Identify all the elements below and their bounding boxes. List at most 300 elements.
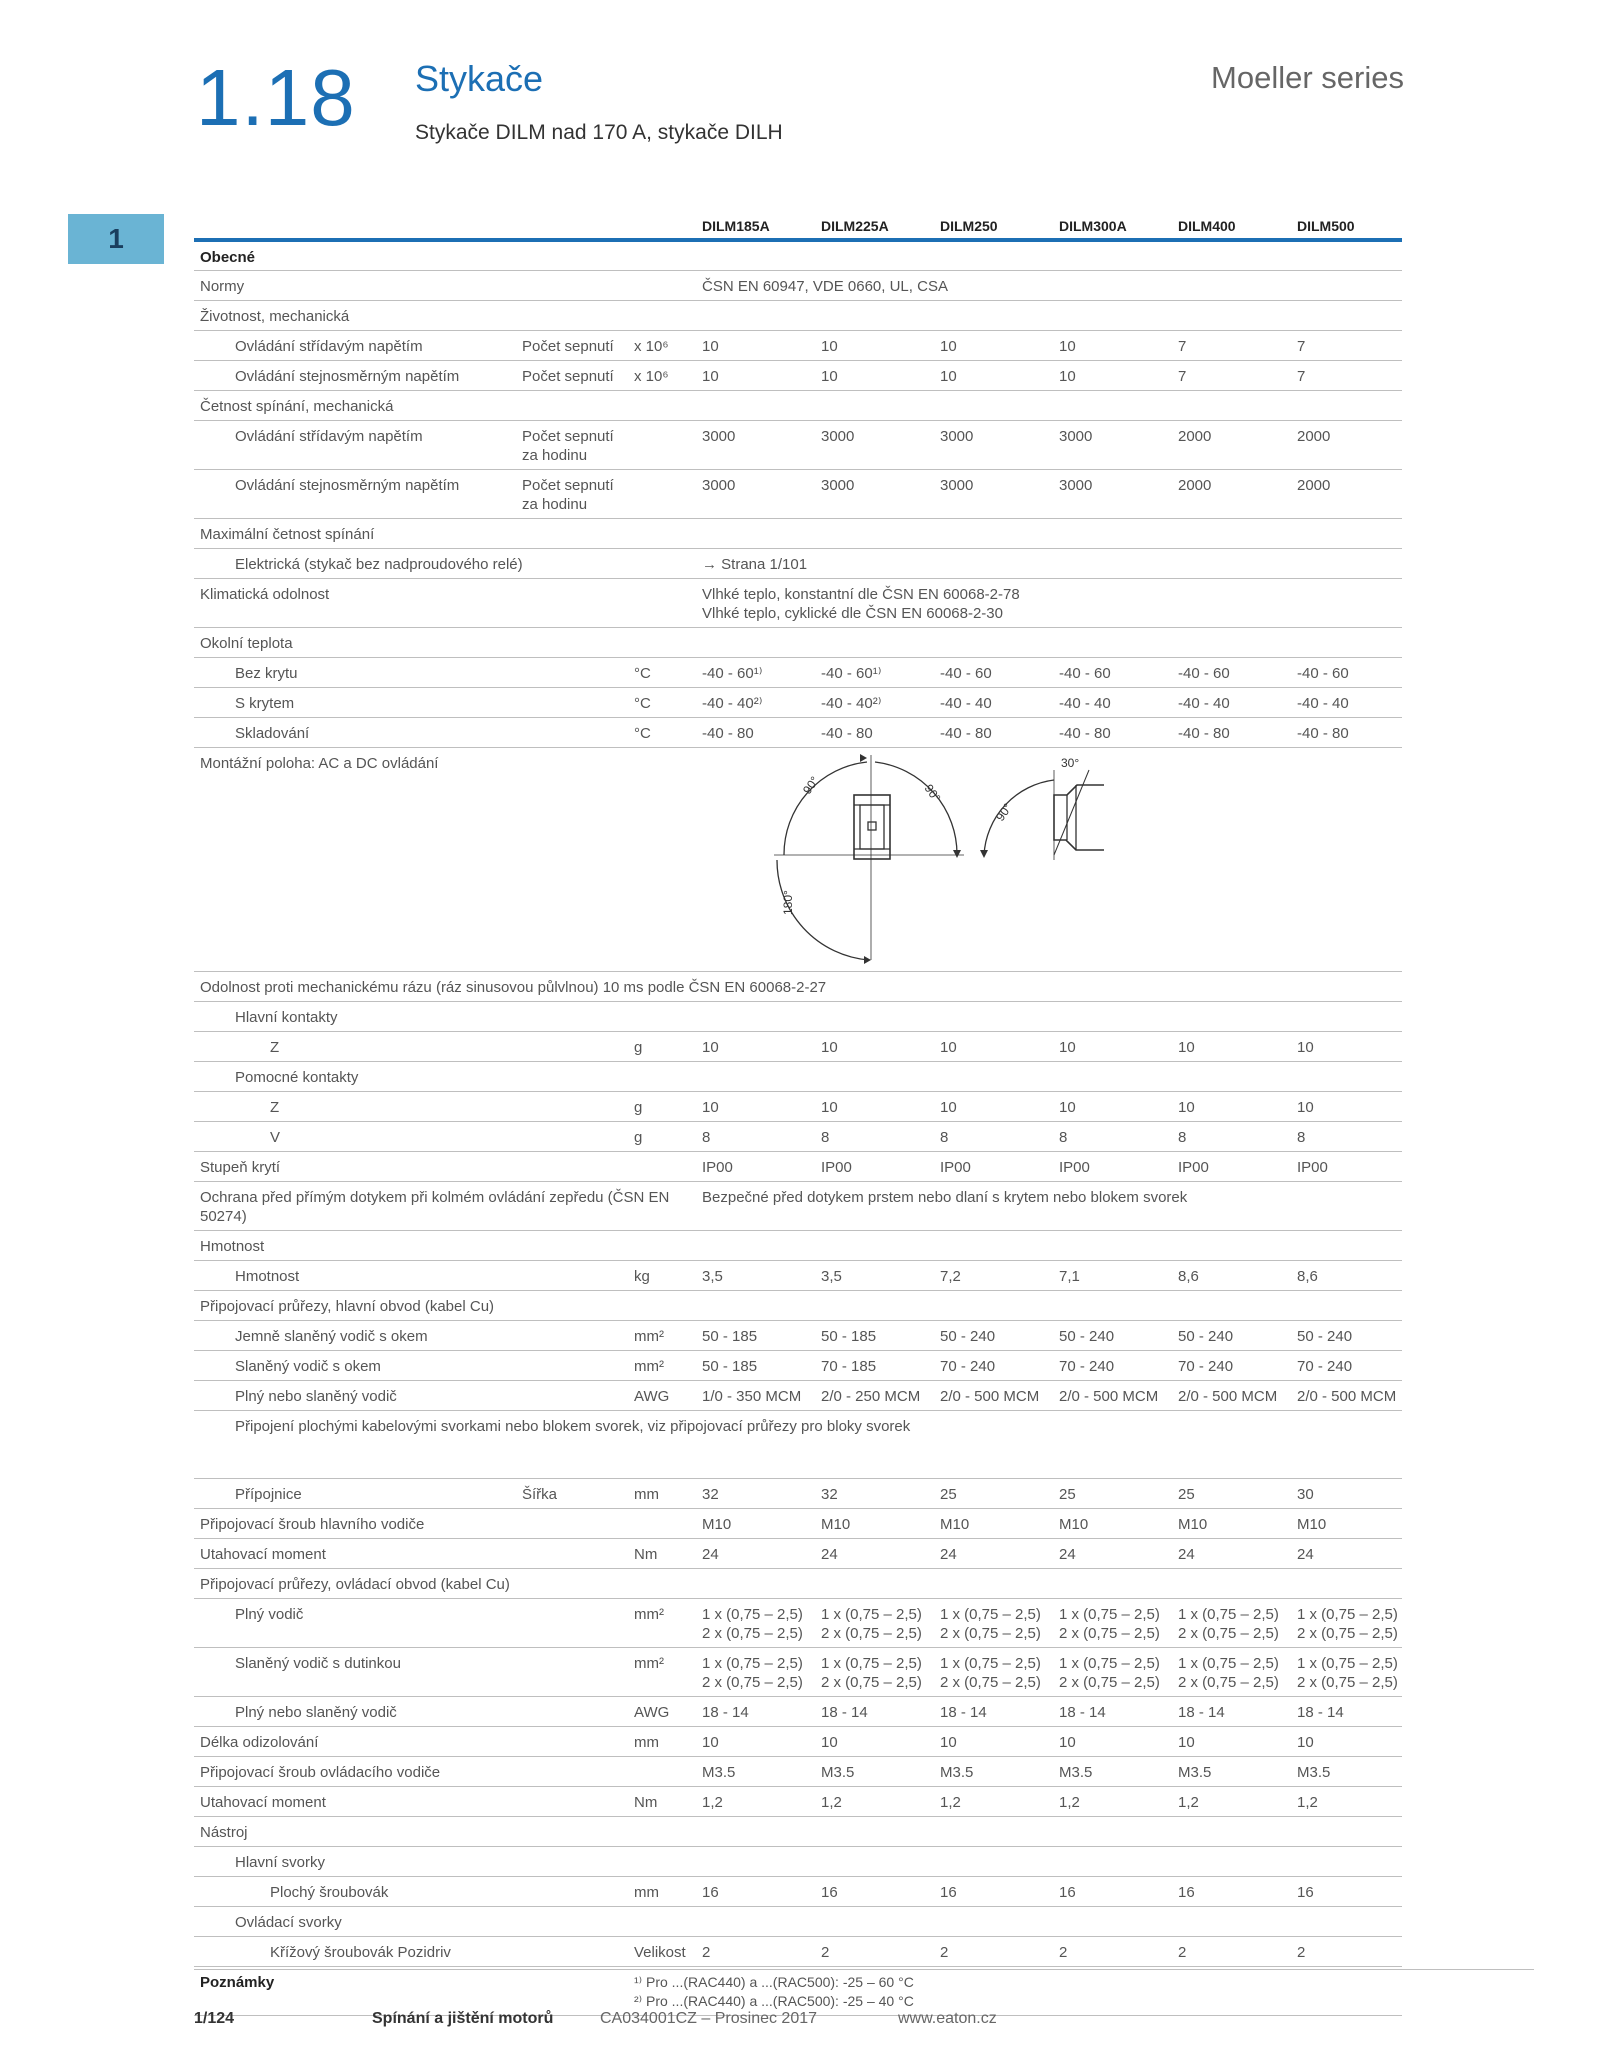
- column-header: DILM225A: [821, 218, 889, 234]
- row-value: M10: [1297, 1516, 1327, 1533]
- table-row: [194, 1479, 1402, 1509]
- row-value: 2/0 - 500 MCM: [1059, 1388, 1159, 1405]
- column-header: DILM300A: [1059, 218, 1127, 234]
- row-value: 2000: [1297, 477, 1331, 494]
- row-value: 1 x (0,75 – 2,5) 2 x (0,75 – 2,5): [821, 1606, 922, 1642]
- row-label: Slaněný vodič s okem: [235, 1358, 381, 1375]
- row-value: 24: [1297, 1546, 1314, 1563]
- row-quantity: Počet sepnutí: [522, 338, 614, 355]
- row-value: 50 - 185: [821, 1328, 877, 1345]
- row-label: Utahovací moment: [200, 1794, 326, 1811]
- table-row: [194, 549, 1402, 579]
- table-row: [194, 519, 1402, 549]
- table-row: [194, 1877, 1402, 1907]
- row-value: -40 - 80: [1178, 725, 1230, 742]
- row-unit: g: [634, 1129, 643, 1146]
- row-value: 50 - 240: [1178, 1328, 1234, 1345]
- row-value: 3,5: [702, 1268, 723, 1285]
- row-value: 1 x (0,75 – 2,5) 2 x (0,75 – 2,5): [702, 1655, 803, 1691]
- table-row: [194, 1411, 1402, 1479]
- row-label: Plný nebo slaněný vodič: [235, 1388, 397, 1405]
- section-row: [194, 242, 1402, 271]
- row-value: 18 - 14: [702, 1704, 749, 1721]
- row-value: 1 x (0,75 – 2,5) 2 x (0,75 – 2,5): [940, 1655, 1041, 1691]
- row-unit: °C: [634, 725, 651, 742]
- row-value: M10: [821, 1516, 851, 1533]
- row-value: 10: [1297, 1099, 1314, 1116]
- row-value: 7: [1297, 338, 1306, 355]
- row-value: -40 - 40²⁾: [821, 695, 882, 712]
- arrow-head: [980, 850, 988, 858]
- table-row: [194, 1291, 1402, 1321]
- row-label: Utahovací moment: [200, 1546, 326, 1563]
- row-label: Hmotnost: [200, 1238, 265, 1255]
- row-value: 10: [821, 1734, 838, 1751]
- row-label: Jemně slaněný vodič s okem: [235, 1328, 428, 1345]
- row-value: 18 - 14: [821, 1704, 868, 1721]
- row-label: Elektrická (stykač bez nadproudového relé): [235, 556, 523, 573]
- row-value: 30: [1297, 1486, 1314, 1503]
- row-value: 3000: [940, 428, 974, 445]
- table-row: [194, 628, 1402, 658]
- column-header: DILM500: [1297, 218, 1355, 234]
- row-label: Ovládací svorky: [235, 1914, 342, 1931]
- row-value: 1,2: [940, 1794, 961, 1811]
- row-value-span: → Strana 1/101: [702, 556, 808, 573]
- arrow-head: [860, 754, 867, 762]
- row-value: 1 x (0,75 – 2,5) 2 x (0,75 – 2,5): [1297, 1606, 1398, 1642]
- table-row: [194, 1539, 1402, 1569]
- row-value: 10: [1059, 1734, 1076, 1751]
- row-value: 10: [821, 338, 838, 355]
- table-row: [194, 1152, 1402, 1182]
- series-label: Moeller series: [1211, 60, 1404, 95]
- row-value: M3.5: [940, 1764, 974, 1781]
- row-value: -40 - 80: [1297, 725, 1349, 742]
- row-value: 3000: [702, 477, 736, 494]
- row-value: 8: [1178, 1129, 1187, 1146]
- row-value: 10: [702, 338, 719, 355]
- table-row: [194, 1381, 1402, 1411]
- footer-url[interactable]: www.eaton.cz: [898, 2010, 997, 2027]
- row-unit: mm²: [634, 1655, 664, 1672]
- row-value: 16: [940, 1884, 957, 1901]
- row-value: -40 - 40: [940, 695, 992, 712]
- row-label: Odolnost proti mechanickému rázu (ráz sinusovou půlvlnou) 10 ms podle ČSN EN 60068-2-27: [200, 979, 827, 996]
- row-label: Ochrana před přímým dotykem při kolmém ovládání zepředu (ČSN EN 50274): [200, 1189, 670, 1225]
- row-value: -40 - 60¹⁾: [702, 665, 763, 682]
- mounting-position-diagram: [684, 750, 1104, 965]
- row-value: 8: [702, 1129, 711, 1146]
- page-subtitle: Stykače DILM nad 170 A, stykače DILH: [415, 121, 783, 144]
- row-label: Ovládání střídavým napětím: [235, 338, 423, 355]
- row-value: M10: [1178, 1516, 1208, 1533]
- table-row: [194, 1032, 1402, 1062]
- row-label: Životnost, mechanická: [200, 308, 350, 325]
- row-value: 2: [1297, 1944, 1306, 1961]
- row-label: Připojovací průřezy, ovládací obvod (kabel Cu): [200, 1576, 510, 1593]
- arrow-head: [953, 850, 961, 858]
- table-row: [194, 301, 1402, 331]
- row-value: 16: [1178, 1884, 1195, 1901]
- table-row: [194, 1122, 1402, 1152]
- table-row: [194, 748, 1402, 972]
- row-value: M10: [1059, 1516, 1089, 1533]
- angle-label: 90°: [921, 781, 944, 805]
- row-unit: °C: [634, 665, 651, 682]
- row-label: Obecné: [200, 249, 256, 266]
- row-value: 2000: [1297, 428, 1331, 445]
- row-label: Maximální četnost spínání: [200, 526, 375, 543]
- table-row: [194, 718, 1402, 748]
- row-label: V: [270, 1129, 281, 1146]
- row-value: 2/0 - 500 MCM: [940, 1388, 1040, 1405]
- row-label: Hmotnost: [235, 1268, 300, 1285]
- row-value: 10: [1297, 1734, 1314, 1751]
- row-value: 16: [821, 1884, 838, 1901]
- row-value: -40 - 40: [1297, 695, 1349, 712]
- row-unit: kg: [634, 1268, 650, 1285]
- row-unit: Velikost: [634, 1944, 686, 1961]
- table-row: [194, 1321, 1402, 1351]
- row-unit: Nm: [634, 1794, 658, 1811]
- row-label: Křížový šroubovák Pozidriv: [270, 1944, 451, 1961]
- row-unit: mm²: [634, 1328, 664, 1345]
- arrow-head: [864, 956, 871, 964]
- row-value: 10: [940, 368, 957, 385]
- row-label: Bez krytu: [235, 665, 298, 682]
- table-row: [194, 1261, 1402, 1291]
- arc-right: [875, 762, 957, 855]
- row-value: 2000: [1178, 428, 1212, 445]
- row-value: 1 x (0,75 – 2,5) 2 x (0,75 – 2,5): [821, 1655, 922, 1691]
- row-value: 10: [702, 1099, 719, 1116]
- row-value: 70 - 185: [821, 1358, 877, 1375]
- row-value: 10: [1178, 1734, 1195, 1751]
- row-value: 8: [940, 1129, 949, 1146]
- row-label: Z: [270, 1099, 280, 1116]
- row-value: 24: [1178, 1546, 1195, 1563]
- row-value: 10: [1059, 368, 1076, 385]
- row-label: Připojovací šroub ovládacího vodiče: [200, 1764, 441, 1781]
- row-value: M10: [702, 1516, 732, 1533]
- table-row: [194, 1937, 1402, 1967]
- row-value: M10: [940, 1516, 970, 1533]
- row-value: 2: [1059, 1944, 1068, 1961]
- row-value: 24: [1059, 1546, 1076, 1563]
- row-unit: mm²: [634, 1606, 664, 1623]
- row-value: -40 - 40²⁾: [702, 695, 763, 712]
- row-quantity: Počet sepnutí: [522, 368, 614, 385]
- row-value: 10: [821, 1099, 838, 1116]
- row-value: IP00: [1178, 1159, 1209, 1176]
- row-label: Poznámky: [200, 1974, 275, 1991]
- row-value: 3,5: [821, 1268, 842, 1285]
- table-row: [194, 1727, 1402, 1757]
- row-value: 2: [940, 1944, 949, 1961]
- row-value: 50 - 185: [702, 1358, 758, 1375]
- angle-label: 90°: [799, 773, 822, 797]
- table-row: [194, 1351, 1402, 1381]
- table-row: [194, 1847, 1402, 1877]
- angle-label: 180°: [781, 890, 795, 915]
- row-value: 32: [702, 1486, 719, 1503]
- table-row: [194, 1092, 1402, 1122]
- row-value: 70 - 240: [940, 1358, 996, 1375]
- row-value: -40 - 60: [940, 665, 992, 682]
- table-row: [194, 391, 1402, 421]
- row-value: 18 - 14: [940, 1704, 987, 1721]
- row-value: IP00: [821, 1159, 852, 1176]
- row-value: -40 - 60: [1178, 665, 1230, 682]
- row-value: IP00: [702, 1159, 733, 1176]
- row-value: 18 - 14: [1059, 1704, 1106, 1721]
- row-value: -40 - 40: [1178, 695, 1230, 712]
- row-value: 25: [940, 1486, 957, 1503]
- row-unit: mm: [634, 1884, 659, 1901]
- row-value: 18 - 14: [1297, 1704, 1344, 1721]
- row-label: Ovládání stejnosměrným napětím: [235, 477, 460, 494]
- row-value: 3000: [702, 428, 736, 445]
- table-row: [194, 1817, 1402, 1847]
- row-label: Plochý šroubovák: [270, 1884, 389, 1901]
- row-label: Klimatická odolnost: [200, 586, 330, 603]
- row-value: 3000: [1059, 477, 1093, 494]
- row-value: 70 - 240: [1059, 1358, 1115, 1375]
- table-row: [194, 579, 1402, 628]
- row-label: Slaněný vodič s dutinkou: [235, 1655, 401, 1672]
- row-value: 10: [940, 1039, 957, 1056]
- row-value: 18 - 14: [1178, 1704, 1225, 1721]
- row-value-span: Vlhké teplo, konstantní dle ČSN EN 60068-2-78 Vlhké teplo, cyklické dle ČSN EN 60068-2-30: [702, 586, 1020, 622]
- row-value: 32: [821, 1486, 838, 1503]
- column-header-row: [194, 214, 1402, 242]
- page-title: Stykače: [415, 58, 544, 99]
- row-label: Připojení plochými kabelovými svorkami nebo blokem svorek, viz připojovací průřezy pro bloky svorek: [235, 1418, 911, 1435]
- row-label: Montážní poloha: AC a DC ovládání: [200, 755, 439, 772]
- row-label: Délka odizolování: [200, 1734, 319, 1751]
- row-value: -40 - 80: [821, 725, 873, 742]
- row-value: 10: [702, 368, 719, 385]
- row-label: S krytem: [235, 695, 295, 712]
- row-value: M3.5: [1297, 1764, 1331, 1781]
- footer-doc: CA034001CZ – Prosinec 2017: [600, 2010, 818, 2027]
- row-value: 1,2: [702, 1794, 723, 1811]
- row-value: M3.5: [1059, 1764, 1093, 1781]
- row-value: 10: [1059, 1099, 1076, 1116]
- table-row: [194, 1697, 1402, 1727]
- row-value: 16: [1059, 1884, 1076, 1901]
- row-value: 2: [1178, 1944, 1187, 1961]
- row-value: 3000: [1059, 428, 1093, 445]
- row-value: IP00: [1059, 1159, 1090, 1176]
- row-value: 3000: [821, 428, 855, 445]
- table-row: [194, 1648, 1402, 1697]
- row-unit: mm²: [634, 1358, 664, 1375]
- row-value: 1,2: [821, 1794, 842, 1811]
- angle-label: 90°: [992, 800, 1015, 824]
- row-value: 7,2: [940, 1268, 961, 1285]
- row-value: -40 - 80: [940, 725, 992, 742]
- row-value: M3.5: [821, 1764, 855, 1781]
- row-value: 1,2: [1297, 1794, 1318, 1811]
- row-value: 1 x (0,75 – 2,5) 2 x (0,75 – 2,5): [1297, 1655, 1398, 1691]
- row-value: 10: [702, 1039, 719, 1056]
- row-value: 8,6: [1297, 1268, 1318, 1285]
- table-row: [194, 1757, 1402, 1787]
- table-body: [194, 242, 1402, 2016]
- row-label: Přípojnice: [235, 1486, 302, 1503]
- row-value: 16: [702, 1884, 719, 1901]
- table-row: [194, 1509, 1402, 1539]
- table-row: [194, 1002, 1402, 1032]
- row-value: 1,2: [1059, 1794, 1080, 1811]
- row-value: 10: [702, 1734, 719, 1751]
- row-unit: mm: [634, 1486, 659, 1503]
- table-row: [194, 1062, 1402, 1092]
- row-value: 3000: [821, 477, 855, 494]
- table-row: [194, 470, 1402, 519]
- row-value: 1/0 - 350 MCM: [702, 1388, 802, 1405]
- chapter-number: 1.18: [196, 53, 356, 142]
- section-row: [194, 1967, 1402, 2016]
- row-label: Nástroj: [200, 1824, 248, 1841]
- row-unit: x 10⁶: [634, 368, 669, 385]
- row-value: IP00: [940, 1159, 971, 1176]
- row-value: 1 x (0,75 – 2,5) 2 x (0,75 – 2,5): [1059, 1606, 1160, 1642]
- row-unit: g: [634, 1039, 643, 1056]
- row-value: 8: [1297, 1129, 1306, 1146]
- row-quantity: Počet sepnutí za hodinu: [522, 428, 614, 464]
- row-label: Ovládání stejnosměrným napětím: [235, 368, 460, 385]
- table-row: [194, 421, 1402, 470]
- chapter-tab[interactable]: 1: [68, 214, 164, 264]
- row-value: 50 - 240: [1297, 1328, 1353, 1345]
- row-value: 16: [1297, 1884, 1314, 1901]
- row-value: 10: [821, 368, 838, 385]
- table-row: [194, 1907, 1402, 1937]
- angle-label: 30°: [1061, 756, 1080, 770]
- row-label: Plný vodič: [235, 1606, 304, 1623]
- row-label: Připojovací šroub hlavního vodiče: [200, 1516, 425, 1533]
- row-value: 2/0 - 500 MCM: [1178, 1388, 1278, 1405]
- row-unit: x 10⁶: [634, 338, 669, 355]
- row-value: 10: [821, 1039, 838, 1056]
- row-value: -40 - 80: [702, 725, 754, 742]
- row-value: 2000: [1178, 477, 1212, 494]
- row-unit: °C: [634, 695, 651, 712]
- row-value: 10: [1178, 1039, 1195, 1056]
- row-value-span: ČSN EN 60947, VDE 0660, UL, CSA: [702, 278, 948, 295]
- row-value: 70 - 240: [1297, 1358, 1353, 1375]
- table-row: [194, 688, 1402, 718]
- row-value: 2: [702, 1944, 711, 1961]
- row-value: 7: [1178, 338, 1187, 355]
- row-label: Okolní teplota: [200, 635, 293, 652]
- row-label: Hlavní svorky: [235, 1854, 326, 1871]
- table-row: [194, 1599, 1402, 1648]
- table-row: [194, 331, 1402, 361]
- row-value: 2/0 - 250 MCM: [821, 1388, 921, 1405]
- row-label: Četnost spínání, mechanická: [200, 398, 394, 415]
- row-value: 50 - 240: [1059, 1328, 1115, 1345]
- row-value: 10: [940, 1099, 957, 1116]
- row-value: 7,1: [1059, 1268, 1080, 1285]
- row-value: 50 - 240: [940, 1328, 996, 1345]
- row-value: -40 - 80: [1059, 725, 1111, 742]
- row-value: 24: [702, 1546, 719, 1563]
- row-value: 1 x (0,75 – 2,5) 2 x (0,75 – 2,5): [702, 1606, 803, 1642]
- footnotes: ¹⁾ Pro ...(RAC440) a ...(RAC500): -25 – 60 °C ²⁾ Pro ...(RAC440) a ...(RAC500): -25 – 40 °C: [634, 1974, 914, 2009]
- row-value: -40 - 60: [1297, 665, 1349, 682]
- row-value: 7: [1178, 368, 1187, 385]
- column-header: DILM185A: [702, 218, 770, 234]
- row-unit: g: [634, 1099, 643, 1116]
- spec-table: [194, 214, 1402, 2016]
- footer-divider: [194, 1969, 1534, 1970]
- footer-section: Spínání a jištění motorů: [372, 2010, 554, 2027]
- table-row: [194, 972, 1402, 1002]
- row-value: 24: [940, 1546, 957, 1563]
- table-row: [194, 361, 1402, 391]
- row-unit: AWG: [634, 1388, 670, 1405]
- column-header: DILM400: [1178, 218, 1236, 234]
- row-value: 1 x (0,75 – 2,5) 2 x (0,75 – 2,5): [940, 1606, 1041, 1642]
- row-value: 7: [1297, 368, 1306, 385]
- row-value: M3.5: [1178, 1764, 1212, 1781]
- row-value: 10: [940, 338, 957, 355]
- row-value: 1,2: [1178, 1794, 1199, 1811]
- row-value: 25: [1178, 1486, 1195, 1503]
- row-label: Připojovací průřezy, hlavní obvod (kabel Cu): [200, 1298, 495, 1315]
- row-label: Normy: [200, 278, 245, 295]
- row-label: Hlavní kontakty: [235, 1009, 338, 1026]
- row-value: 70 - 240: [1178, 1358, 1234, 1375]
- table-row: [194, 1231, 1402, 1261]
- row-label: Stupeň krytí: [200, 1159, 281, 1176]
- row-value: 24: [821, 1546, 838, 1563]
- row-label: Skladování: [235, 725, 310, 742]
- row-value: 2: [821, 1944, 830, 1961]
- row-value: -40 - 40: [1059, 695, 1111, 712]
- row-value: 10: [1178, 1099, 1195, 1116]
- row-value: 10: [1059, 338, 1076, 355]
- row-unit: Nm: [634, 1546, 658, 1563]
- row-value: 25: [1059, 1486, 1076, 1503]
- row-label: Z: [270, 1039, 280, 1056]
- row-value: 50 - 185: [702, 1328, 758, 1345]
- row-value: 10: [1297, 1039, 1314, 1056]
- table-row: [194, 1182, 1402, 1231]
- row-value: 10: [940, 1734, 957, 1751]
- row-value: 1 x (0,75 – 2,5) 2 x (0,75 – 2,5): [1059, 1655, 1160, 1691]
- row-quantity: Šířka: [522, 1486, 558, 1503]
- row-value: 10: [1059, 1039, 1076, 1056]
- table-row: [194, 1569, 1402, 1599]
- table-row: [194, 271, 1402, 301]
- row-value: -40 - 60¹⁾: [821, 665, 882, 682]
- row-label: Ovládání střídavým napětím: [235, 428, 423, 445]
- footer-page: 1/124: [194, 2010, 235, 2027]
- row-value: IP00: [1297, 1159, 1328, 1176]
- row-value-span: Bezpečné před dotykem prstem nebo dlaní s krytem nebo blokem svorek: [702, 1189, 1188, 1206]
- row-unit: AWG: [634, 1704, 670, 1721]
- table-row: [194, 1787, 1402, 1817]
- row-value: 8,6: [1178, 1268, 1199, 1285]
- row-label: Pomocné kontakty: [235, 1069, 359, 1086]
- row-value: 8: [1059, 1129, 1068, 1146]
- row-label: Plný nebo slaněný vodič: [235, 1704, 397, 1721]
